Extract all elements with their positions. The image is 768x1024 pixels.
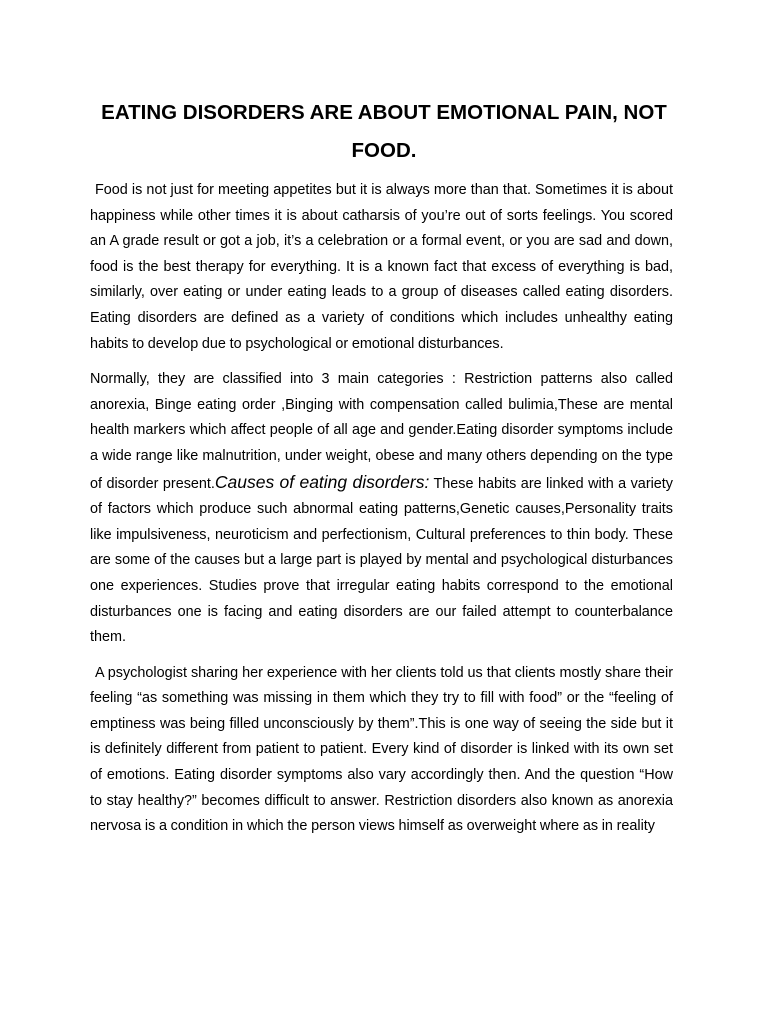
paragraph-intro: Food is not just for meeting appetites but it is always more than that. Sometimes it is about happiness while other times it is about catharsis of you’re out of sorts feelings. You scored an A grade result or got a job, it’s a celebration or a formal event, or you are sad and down, food is the best therapy for everything. It is a known fact that excess of everything is bad, similarly, over eating or under eating leads to a group of diseases called eating disorders. Eating disorders are defined as a variety of conditions which includes unhealthy eating habits to develop due to psychological or emotional disturbances.: [90, 182, 673, 352]
causes-heading: Causes of eating disorders:: [214, 471, 430, 492]
paragraph-causes-text: These habits are linked with a variety of factors which produce such abnormal eating patterns,Genetic causes,Personality traits like impulsiveness, neuroticism and perfectionism, Cultural preferences to thin body. These are some of the causes but a large part is played by mental and psychological disturbances one experiences. Studies prove that irregular eating habits correspond to the emotional disturbances one is facing and eating disorders are our failed attempt to counterbalance them.: [90, 475, 674, 646]
page-title: EATING DISORDERS ARE ABOUT EMOTIONAL PAIN, NOT FOOD.: [101, 101, 667, 162]
paragraph-categories-text: Normally, they are classified into 3 main categories : Restriction patterns also called anorexia, Binge eating order ,Binging with compensation called bulimia,These are mental health markers which affect people of all age and gender.Eating disorder symptoms include a wide range like malnutrition, under weight, obese and many others depending on the type of disorder present.: [90, 371, 673, 492]
document-body: [90, 178, 673, 850]
paragraph-psychologist: A psychologist sharing her experience with her clients told us that clients mostly share their feeling “as something was missing in them which they try to fill with food” or the “feeling of emptiness was being filled unconsciously by them”.This is one way of seeing the side but it is definitely different from patient to patient. Every kind of disorder is linked with its own set of emotions. Eating disorder symptoms also vary accordingly then. And the question “How to stay healthy?” becomes difficult to answer. Restriction disorders also known as anorexia nervosa is a condition in which the person views himself as overweight where as in reality: [90, 664, 673, 835]
paragraph-categories: [90, 367, 673, 651]
